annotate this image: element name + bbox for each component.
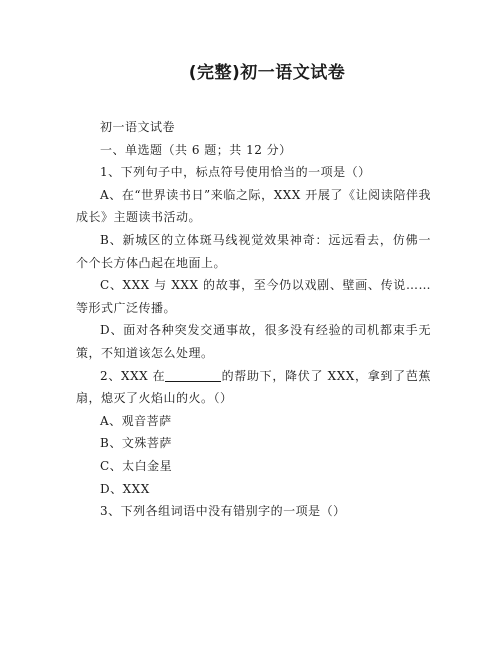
fill-in-blank [165,369,221,382]
document-body [76,116,431,523]
question-1-option-b: B、新城区的立体斑马线视觉效果神奇：远远看去，仿佛一个个长方体凸起在地面上。 [76,232,431,270]
question-1-option-a: A、在“世界读书日”来临之际，XXX 开展了《让阅读陪伴我成长》主题读书活动。 [76,187,431,225]
question-2-stem-after: 的帮助下，降伏了 XXX，拿到了芭蕉扇，熄灭了火焰山的火。（） [76,368,431,406]
question-2-stem-before: 2、XXX 在 [100,368,166,383]
question-2-option-b: B、文殊菩萨 [100,436,172,451]
question-3-stem: 3、下列各组词语中没有错别字的一项是（） [100,504,346,519]
document-title: (完整)初一语文试卷 [188,63,346,83]
subtitle: 初一语文试卷 [100,120,176,134]
question-2-option-a: A、观音菩萨 [100,413,172,428]
question-2-stem [76,365,431,410]
question-2-option-d: D、XXX [100,481,150,496]
question-1-stem: 1、下列句子中，标点符号使用恰当的一项是（） [100,165,371,180]
section-heading: 一、单选题（共 6 题；共 12 分） [100,142,292,157]
question-1-option-c: C、XXX 与 XXX 的故事，至今仍以戏剧、壁画、传说……等形式广泛传播。 [76,278,431,315]
question-1-option-d: D、面对各种突发交通事故，很多没有经验的司机都束手无策，不知道该怎么处理。 [76,323,431,360]
question-2-option-c: C、太白金星 [100,458,173,473]
